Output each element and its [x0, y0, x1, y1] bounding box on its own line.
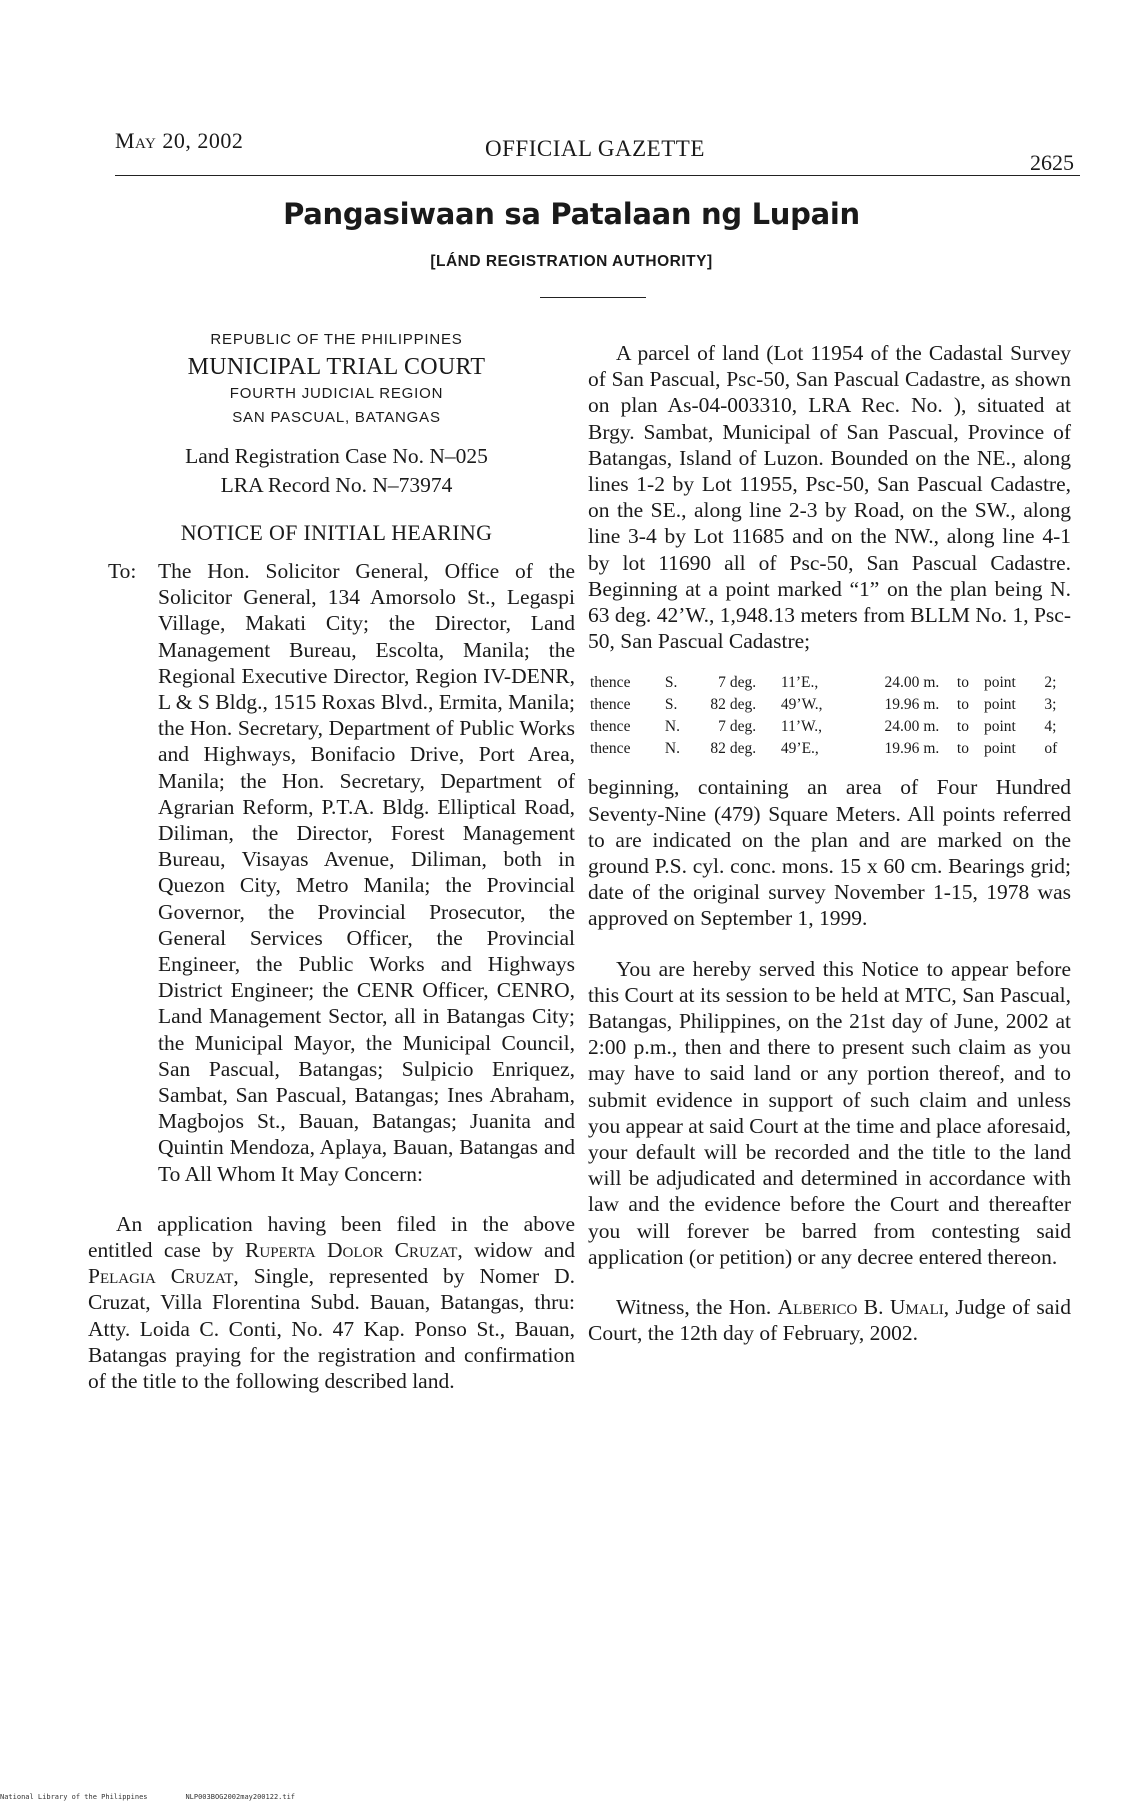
- bearing-cell-to: to: [956, 718, 969, 736]
- bearing-row: [588, 716, 1071, 738]
- bearing-cell-end: 2;: [1044, 674, 1057, 692]
- bearing-cell-end: of: [1044, 740, 1058, 758]
- bearing-row: [588, 738, 1071, 760]
- application-paragraph: An application having been filed in the above entitled case by Ruperta Dolor Cruzat, widow and Pelagia Cruzat, Single, represented by Nomer D. Cruzat, Villa Florentina Subd. Bauan, Batangas, thru: Atty. Loida C. Conti, No. 47 Kap. Ponso St., Bauan, Batangas praying for the registration and confirmation of the title to the following described land.: [88, 1211, 576, 1394]
- bearing-cell-end: 4;: [1044, 718, 1057, 736]
- bearing-cell-pt: point: [983, 718, 1016, 736]
- section-title: Pangasiwaan sa Patalaan ng Lupain: [283, 197, 860, 231]
- bearing-cell-unit: deg.: [729, 718, 757, 736]
- bearing-cell-end: 3;: [1044, 696, 1057, 714]
- republic-line: REPUBLIC OF THE PHILIPPINES: [210, 331, 463, 348]
- bearing-cell-min: 49’E.,: [780, 740, 819, 758]
- bearing-cell-dist: 19.96: [884, 740, 920, 758]
- scan-footer: National Library of the Philippines NLP003BOG2002may200122.tif: [0, 1793, 296, 1801]
- served-notice-paragraph: You are hereby served this Notice to appear before this Court at its session to be held at MTC, San Pascual, Batangas, Philippines, on the 21st day of June, 2002 at 2:00 p.m., then and there to present such claim as you may have to said land or any portion thereof, and to submit evidence in support of such claim and unless you appear at said Court at the time and place aforesaid, your default will be recorded and the title to the land will be adjudicated and determined in accordance with law and the evidence before the Court and thereafter you will forever be barred from contesting said application (or petition) or any decree entered thereon.: [588, 956, 1071, 1269]
- bearings-table: [588, 672, 1071, 760]
- applicant-name: Ruperta Dolor Cruzat: [245, 1238, 458, 1263]
- bearing-cell-m: m.: [923, 740, 940, 758]
- bearing-cell-pt: point: [983, 696, 1016, 714]
- court-name: MUNICIPAL TRIAL COURT: [187, 354, 486, 380]
- case-numbers: [88, 442, 575, 500]
- case-number: Land Registration Case No. N–025: [185, 444, 488, 468]
- bearing-cell-unit: deg.: [729, 740, 757, 758]
- parcel-description: A parcel of land (Lot 11954 of the Cadastal Survey of San Pascual, Psc-50, San Pascual Cadastre, as shown on plan As-04-003310, LRA Rec. No. ), situated at Brgy. Sambat, Municipal of San Pascual, Province of Batangas, Island of Luzon. Bounded on the NE., along lines 1-2 by Lot 11955, Psc-50, San Pascual Cadastre, on the SE., along line 2-3 by Road, on the SW., along line 3-4 by Lot 11685 and on the NW., along line 4-1 by lot 11690 all of Psc-50, San Pascual Cadastre. Beginning at a point marked “1” on the plan being N. 63 deg. 42’W., 1,948.13 meters from BLLM No. 1, Psc-50, San Pascual Cadastre;: [588, 341, 1071, 654]
- bearing-row: [588, 672, 1071, 694]
- bearing-cell-word: thence: [590, 740, 631, 758]
- bearing-cell-m: m.: [923, 674, 940, 692]
- addressees-text: The Hon. Solicitor General, Office of the Solicitor General, 134 Amorsolo St., Legaspi Village, Makati City; the Director, Land Management Bureau, Escolta, Manila; the Regional Executive Director, Region IV-DENR, L & S Bldg., 1515 Roxas Blvd., Ermita, Manila; the Hon. Secretary, Department of Public Works and Highways, Bonifacio Drive, Port Area, Manila; the Hon. Secretary, Department of Agrarian Reform, P.T.A. Bldg. Elliptical Road, Diliman, the Director, Forest Management Bureau, Visayas Avenue, Diliman, both in Quezon City, Metro Manila; the Provincial Governor, the Provincial Prosecutor, the General Services Officer, the Provincial Engineer, the Public Works and Highways District Engineer; the CENR Officer, CENRO, Land Management Sector, all in Batangas City; the Municipal Mayor, the Municipal Council, San Pascual, Batangas; Sulpicio Enriquez, Sambat, San Pascual, Batangas; Ines Abraham, Magbojos St., Bauan, Batangas; Juanita and Quintin Mendoza, Aplaya, Bauan, Batangas and To All Whom It May Concern:: [158, 559, 575, 1186]
- bearing-cell-deg: 7: [718, 718, 726, 736]
- bearing-cell-deg: 82: [710, 740, 726, 758]
- section-subtitle: [LÁND REGISTRATION AUTHORITY]: [430, 253, 713, 270]
- bearing-cell-deg: 7: [718, 674, 726, 692]
- bearing-cell-word: thence: [590, 674, 631, 692]
- bearing-cell-m: m.: [923, 718, 940, 736]
- bearing-cell-pt: point: [983, 740, 1016, 758]
- bearing-cell-dir: N.: [664, 740, 680, 758]
- bearing-cell-dir: N.: [664, 718, 680, 736]
- header-rule: [115, 175, 1080, 176]
- court-place: SAN PASCUAL, BATANGAS: [232, 409, 441, 426]
- publication-name: OFFICIAL GAZETTE: [485, 136, 705, 161]
- judge-name: Alberico B. Umali: [777, 1295, 944, 1320]
- bearing-cell-dir: S.: [664, 674, 678, 692]
- bearing-cell-to: to: [956, 740, 969, 758]
- bearing-cell-min: 11’E.,: [780, 674, 819, 692]
- bearing-row: [588, 694, 1071, 716]
- right-column: [588, 340, 1071, 1347]
- bearing-cell-word: thence: [590, 718, 631, 736]
- area-paragraph: beginning, containing an area of Four Hundred Seventy-Nine (479) Square Meters. All points referred to are indicated on the plan and are marked on the ground P.S. cyl. conc. mons. 15 x 60 cm. Bearings grid; date of the original survey November 1-15, 1978 was approved on September 1, 1999.: [588, 775, 1071, 931]
- bearing-cell-dir: S.: [664, 696, 678, 714]
- page-number: 2625: [1030, 150, 1074, 175]
- header-date: May 20, 2002: [115, 128, 244, 153]
- notice-title: NOTICE OF INITIAL HEARING: [180, 520, 493, 545]
- addressees-block: [88, 558, 575, 1187]
- title-divider: [540, 297, 646, 298]
- bearing-cell-dist: 24.00: [884, 674, 920, 692]
- bearing-cell-word: thence: [590, 696, 631, 714]
- to-label: To:: [108, 559, 137, 583]
- left-column: [88, 328, 575, 1394]
- applicant-name: Pelagia Cruzat: [88, 1264, 234, 1289]
- bearing-cell-deg: 82: [710, 696, 726, 714]
- bearing-cell-unit: deg.: [729, 696, 757, 714]
- bearing-cell-m: m.: [923, 696, 940, 714]
- judicial-region: FOURTH JUDICIAL REGION: [229, 385, 444, 402]
- court-caption: [88, 328, 575, 430]
- bearing-cell-to: to: [956, 674, 969, 692]
- bearing-cell-unit: deg.: [729, 674, 757, 692]
- bearing-cell-dist: 24.00: [884, 718, 920, 736]
- bearing-cell-dist: 19.96: [884, 696, 920, 714]
- witness-paragraph: Witness, the Hon. Alberico B. Umali, Judge of said Court, the 12th day of February, 2002.: [588, 1295, 1072, 1346]
- bearing-cell-pt: point: [983, 674, 1016, 692]
- bearing-cell-min: 11’W.,: [780, 718, 822, 736]
- bearing-cell-to: to: [956, 696, 969, 714]
- record-number: LRA Record No. N–73974: [220, 473, 453, 497]
- bearing-cell-min: 49’W.,: [780, 696, 823, 714]
